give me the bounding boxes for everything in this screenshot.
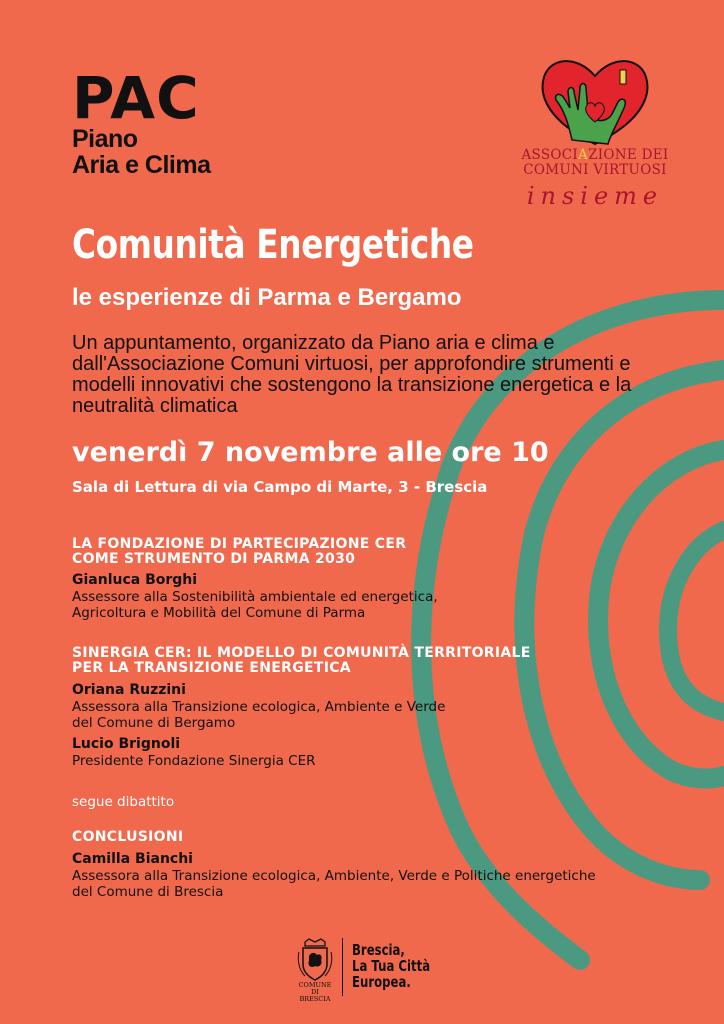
section-title: CONCLUSIONI bbox=[72, 829, 184, 845]
footer-logos bbox=[296, 938, 436, 1003]
section-title: LA FONDAZIONE DI PARTECIPAZIONE CER bbox=[72, 536, 407, 552]
program-section-2 bbox=[72, 646, 672, 769]
association-name: ASSOCIAZIONE DEI COMUNI VIRTUOSI bbox=[521, 147, 669, 178]
pac-logo-line1: Piano bbox=[72, 125, 138, 153]
speaker-name: Lucio Brignoli bbox=[72, 736, 181, 752]
event-date: venerdì 7 novembre alle ore 10 bbox=[72, 437, 549, 468]
speaker-role: Assessore alla Sostenibilità ambientale ed energetica, bbox=[72, 589, 438, 605]
speaker-name: Oriana Ruzzini bbox=[72, 682, 186, 698]
program-section-1 bbox=[72, 537, 672, 621]
page-title: Comunità Energetiche bbox=[72, 222, 474, 268]
speaker-role: del Comune di Brescia bbox=[72, 884, 224, 900]
speaker-role: Assessora alla Transizione ecologica, Ambiente e Verde bbox=[72, 699, 446, 715]
city-crest-icon bbox=[296, 938, 334, 982]
pac-logo-line2: Aria e Clima bbox=[72, 151, 211, 179]
section-title: SINERGIA CER: IL MODELLO DI COMUNITÀ TERRITORIALE bbox=[72, 645, 531, 661]
speaker-role: del Comune di Bergamo bbox=[72, 715, 236, 731]
pac-logo bbox=[72, 64, 211, 179]
speaker-name: Camilla Bianchi bbox=[72, 851, 193, 867]
association-logo bbox=[510, 52, 680, 212]
section-title: PER LA TRANSIZIONE ENERGETICA bbox=[72, 660, 351, 676]
page-subtitle: le esperienze di Parma e Bergamo bbox=[72, 284, 462, 311]
event-venue: Sala di Lettura di via Campo di Marte, 3 - Brescia bbox=[72, 478, 488, 496]
speaker-role: Assessora alla Transizione ecologica, Ambiente, Verde e Politiche energetiche bbox=[72, 868, 596, 884]
brescia-brand-logo: Brescia, La Tua Città Europea. bbox=[352, 941, 431, 991]
program-section-3 bbox=[72, 830, 672, 900]
speaker-name: Gianluca Borghi bbox=[72, 572, 198, 588]
debate-note: segue dibattito bbox=[72, 794, 175, 810]
footer-divider bbox=[342, 938, 343, 996]
crest-label: COMUNE DI BRESCIA bbox=[298, 981, 332, 1003]
speaker-role: Agricoltura e Mobilità del Comune di Parma bbox=[72, 605, 366, 621]
intro-text: Un appuntamento, organizzato da Piano aria e clima e dall'Associazione Comuni virtuosi, per approfondire strumenti e modelli innovativi che sostengono la transizione energetica e la neutralità climatica bbox=[72, 332, 632, 417]
speaker-role: Presidente Fondazione Sinergia CER bbox=[72, 753, 316, 769]
association-script: insieme bbox=[526, 182, 664, 210]
section-title: COME STRUMENTO DI PARMA 2030 bbox=[72, 551, 356, 567]
pac-logo-text: PAC bbox=[72, 64, 200, 132]
heart-icon bbox=[510, 52, 680, 148]
